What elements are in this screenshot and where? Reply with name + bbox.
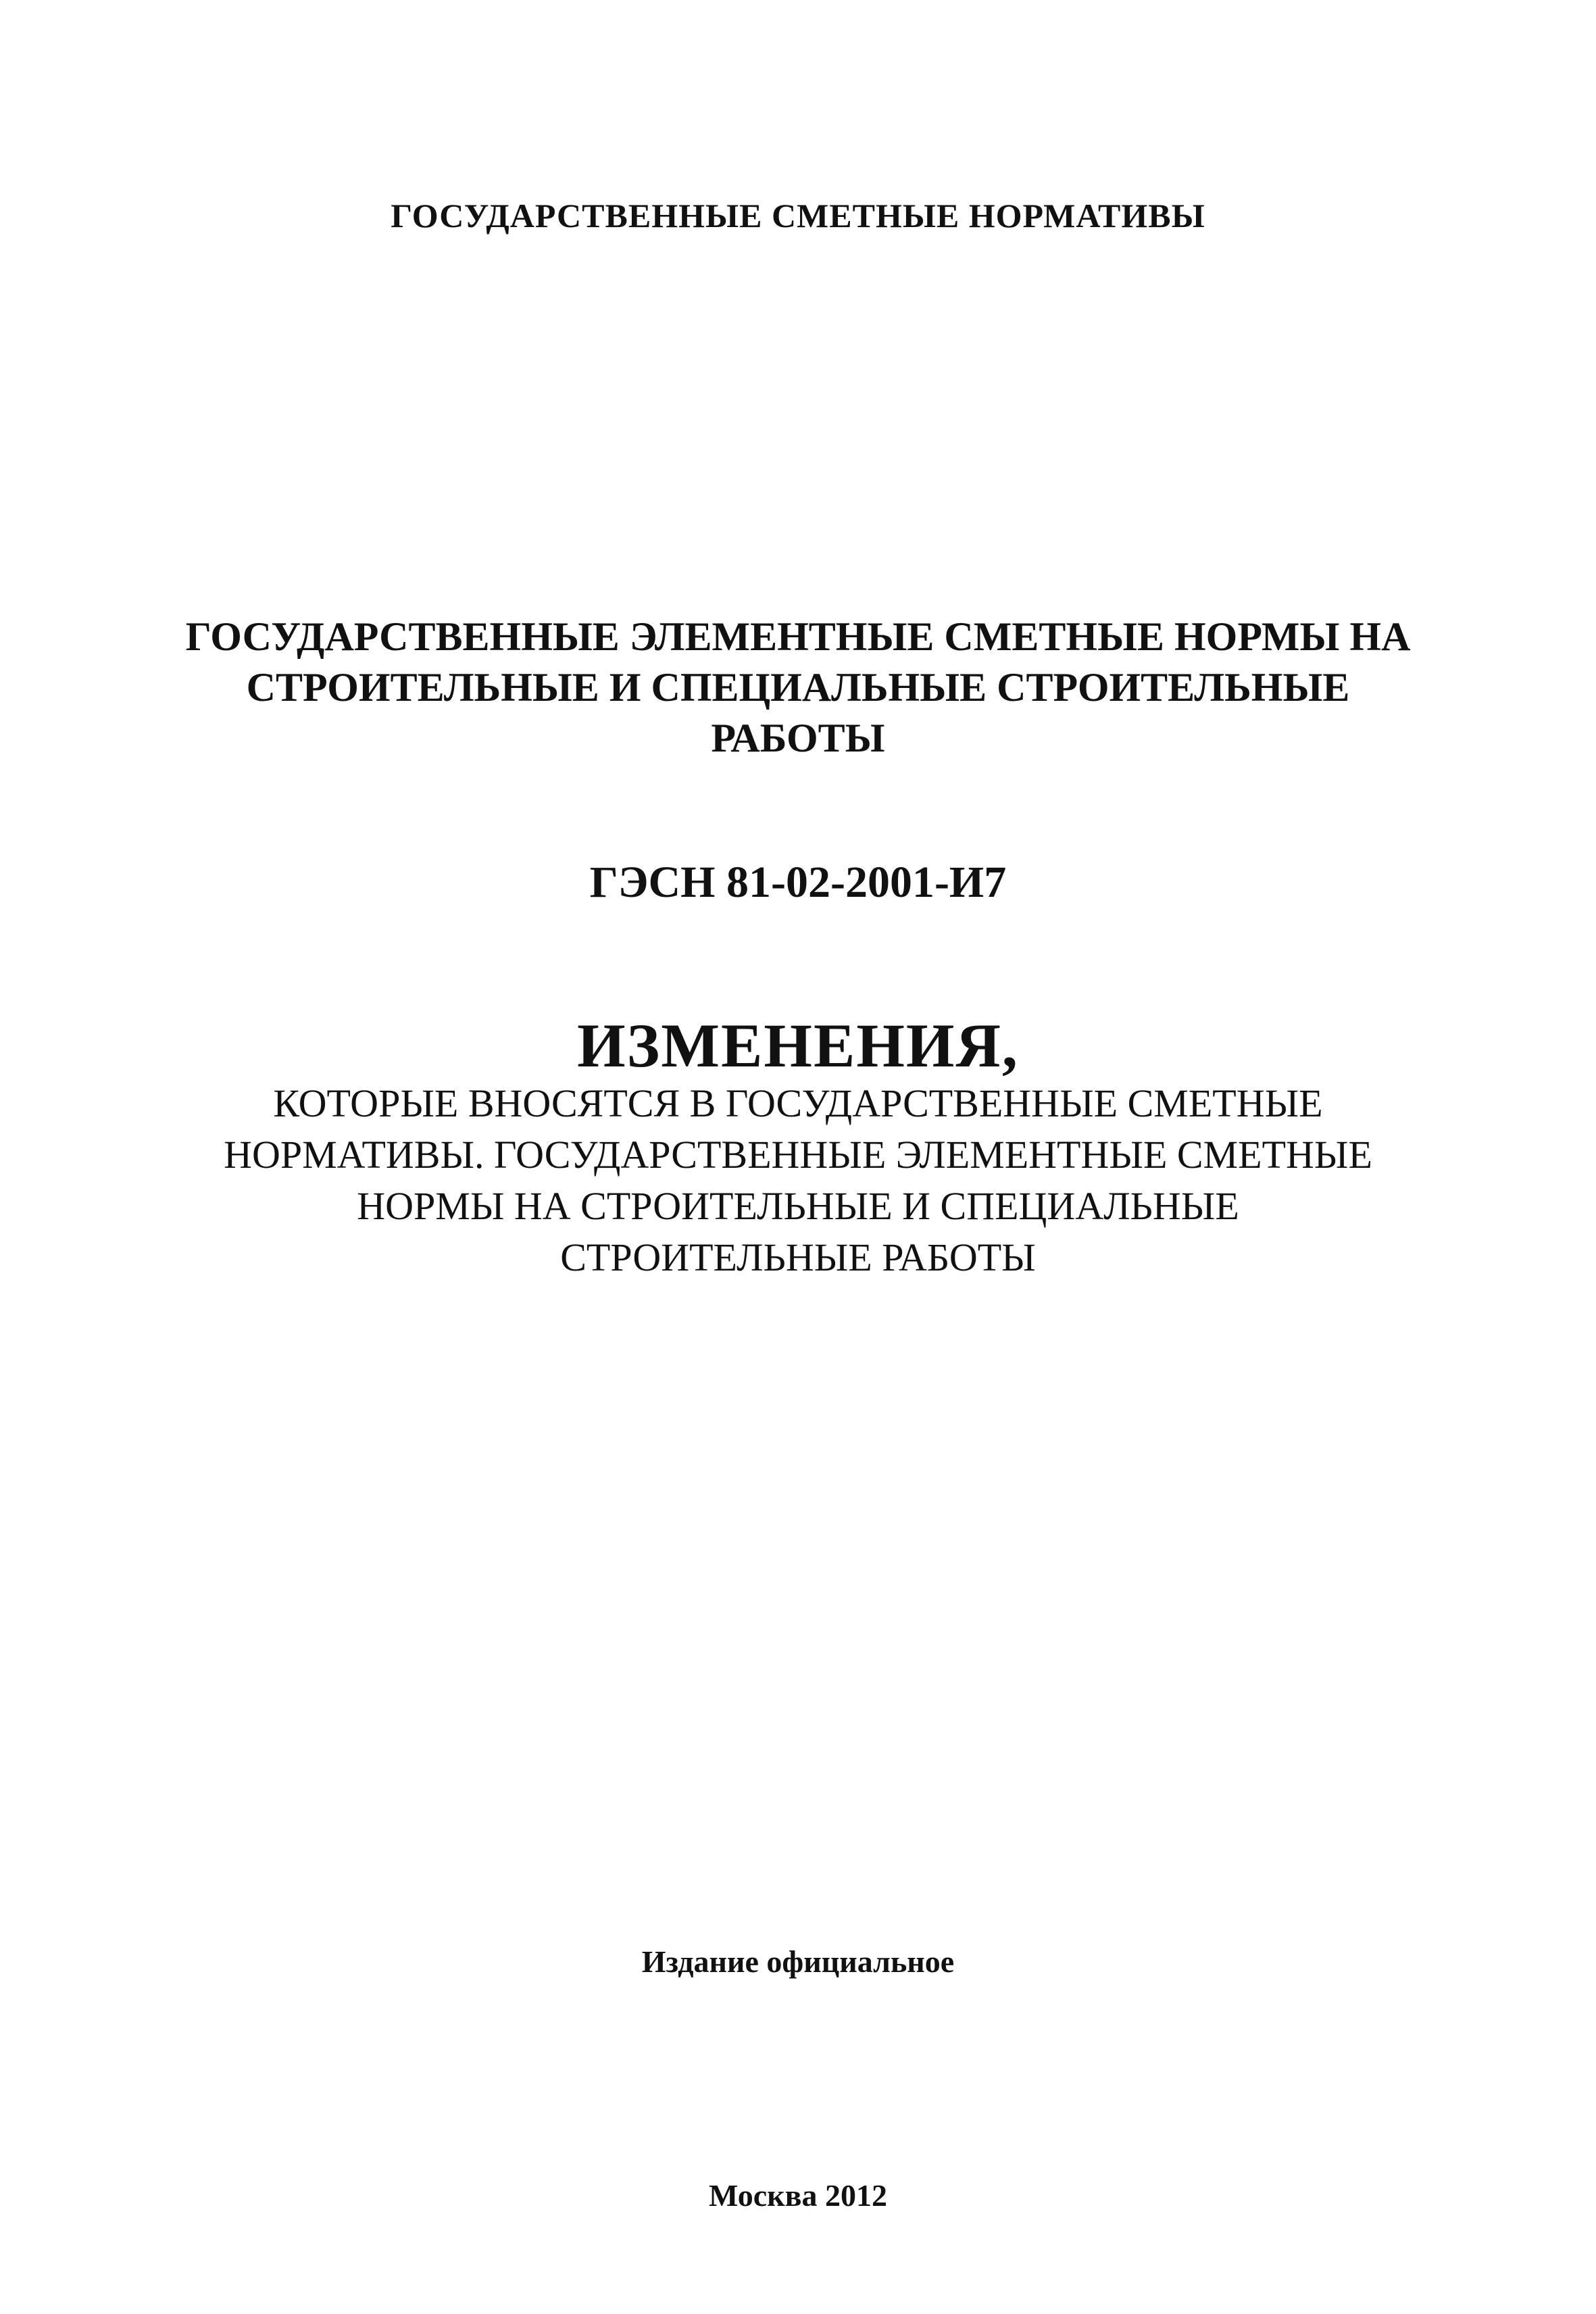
title-line: ГОСУДАРСТВЕННЫЕ ЭЛЕМЕНТНЫЕ СМЕТНЫЕ НОРМЫ НА: [185, 614, 1411, 659]
title-line: СТРОИТЕЛЬНЫЕ И СПЕЦИАЛЬНЫЕ СТРОИТЕЛЬНЫЕ: [246, 665, 1350, 710]
changes-description: [0, 1078, 1596, 1283]
changes-heading: ИЗМЕНЕНИЯ,: [577, 1011, 1019, 1080]
document-code: ГЭСН 81-02-2001-И7: [589, 858, 1007, 907]
city-year: Москва 2012: [708, 2178, 888, 2213]
document-title: [0, 612, 1596, 764]
description-line: НОРМЫ НА СТРОИТЕЛЬНЫЕ И СПЕЦИАЛЬНЫЕ: [357, 1184, 1239, 1228]
description-line: КОТОРЫЕ ВНОСЯТСЯ В ГОСУДАРСТВЕННЫЕ СМЕТНЫЕ: [273, 1081, 1323, 1125]
edition-label: Издание официальное: [641, 1944, 955, 1979]
description-line: НОРМАТИВЫ. ГОСУДАРСТВЕННЫЕ ЭЛЕМЕНТНЫЕ СМЕТНЫЕ: [224, 1133, 1372, 1177]
title-line: РАБОТЫ: [711, 716, 885, 760]
document-header: ГОСУДАРСТВЕННЫЕ СМЕТНЫЕ НОРМАТИВЫ: [391, 197, 1205, 235]
description-line: СТРОИТЕЛЬНЫЕ РАБОТЫ: [560, 1235, 1036, 1279]
